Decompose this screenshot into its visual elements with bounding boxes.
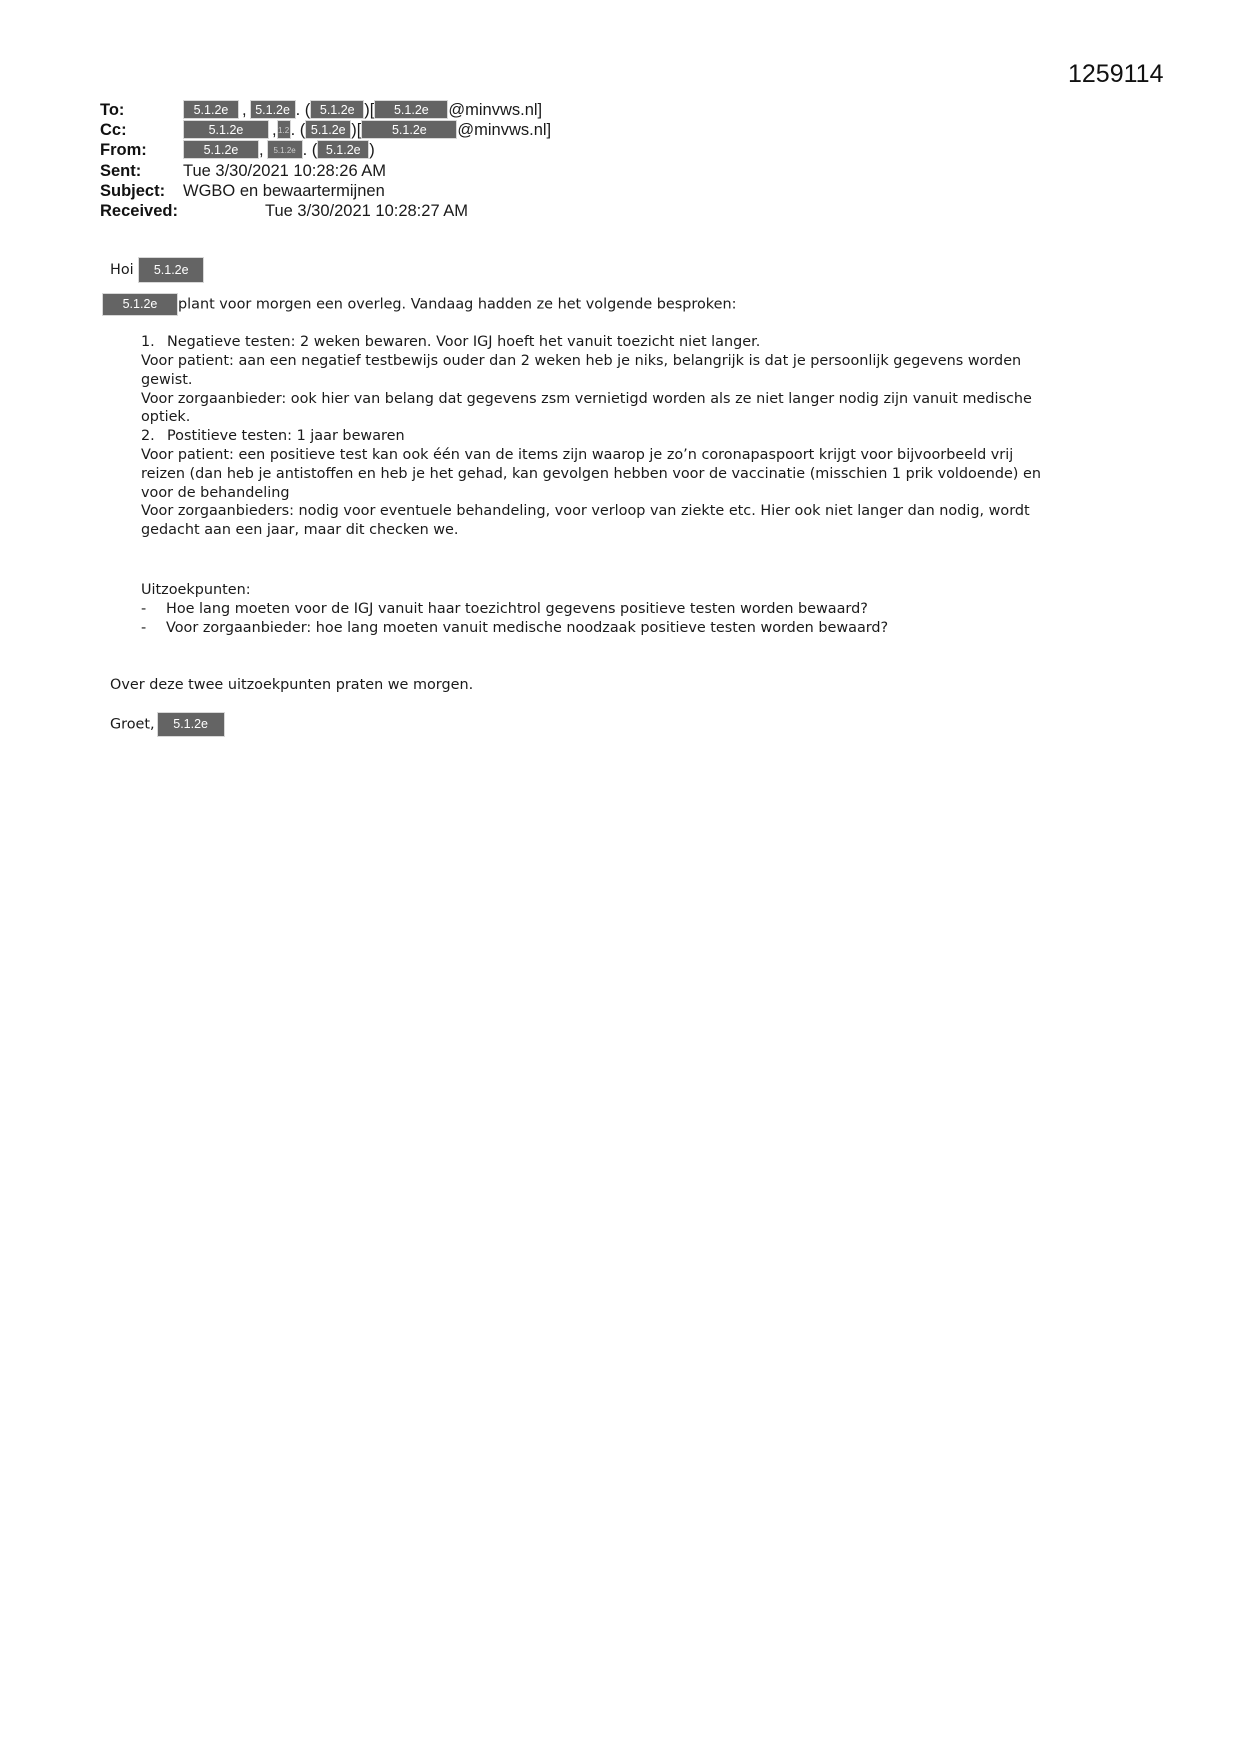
sent-value: Tue 3/30/2021 10:28:26 AM [183, 161, 387, 180]
redaction-box: 1.2 [277, 120, 291, 139]
sent-label: Sent: [100, 161, 142, 180]
received-value: Tue 3/30/2021 10:28:27 AM [265, 201, 469, 220]
redaction-box: 5.1.2e [317, 140, 369, 159]
email-domain: @minvws.nl] [448, 101, 543, 119]
received-label: Received: [100, 201, 178, 220]
redaction-box: 5.1.2e [138, 257, 204, 283]
document-number: 1259114 [1068, 60, 1164, 88]
redaction-box: 5.1.2e [102, 293, 178, 316]
list-item-number: 1. [141, 334, 155, 350]
separator: )[ [351, 121, 362, 140]
paragraph-line: optiek. [141, 409, 191, 425]
separator: )[ [364, 101, 375, 119]
paragraph-line: reizen (dan heb je antistoffen en heb je het gehad, kan gevolgen hebben voor de vaccinatie (misschien 1 prik voldoende) en [141, 466, 1041, 482]
paragraph-line: Voor patient: aan een negatief testbewijs ouder dan 2 weken heb je niks, belangrijk is dat je persoonlijk gegevens worden [141, 353, 1022, 369]
from-label: From: [100, 141, 147, 160]
to-label: To: [100, 101, 125, 119]
paragraph-line: Voor zorgaanbieder: ook hier van belang dat gegevens zsm vernietigd worden als ze niet langer nodig zijn vanuit medische [141, 391, 1032, 407]
closing-text: Over deze twee uitzoekpunten praten we morgen. [110, 677, 474, 693]
subject-value: WGBO en bewaartermijnen [183, 181, 385, 200]
redaction-box: 5.1.2e [157, 712, 225, 737]
separator: . ( [302, 141, 318, 160]
redaction-box: 5.1.2e [183, 100, 239, 119]
redaction-box: 5.1.2e [250, 100, 296, 119]
list-item-number: 2. [141, 428, 155, 444]
to-value [183, 100, 542, 120]
bullet-item: Hoe lang moeten voor de IGJ vanuit haar toezichtrol gegevens positieve testen worden bewaard? [166, 601, 868, 617]
signoff: Groet, [110, 716, 155, 733]
cc-label: Cc: [100, 121, 127, 140]
redaction-box: 5.1.2e [183, 140, 259, 159]
redaction-box: 5.1.2e [305, 120, 351, 139]
subject-label: Subject: [100, 181, 166, 200]
greeting: Hoi [110, 262, 134, 278]
email-domain: @minvws.nl] [457, 121, 552, 140]
paragraph-line: gedacht aan een jaar, maar dit checken we. [141, 522, 459, 538]
from-value [183, 140, 375, 160]
separator: , [259, 141, 264, 160]
redaction-box: 5.1.2e [361, 120, 457, 139]
paragraph-line: Voor patient: een positieve test kan ook één van de items zijn waarop je zo’n coronapaspoort krijgt voor bijvoorbeeld vrij [141, 447, 1014, 463]
paragraph-line: Voor zorgaanbieders: nodig voor eventuele behandeling, voor verloop van ziekte etc. Hier ook niet langer dan nodig, wordt [141, 503, 1030, 519]
separator: , [272, 121, 277, 140]
greeting-line [110, 257, 204, 283]
intro-line [102, 293, 736, 316]
redaction-box: 5.1.2e [267, 140, 303, 159]
paragraph-line: gewist. [141, 372, 193, 388]
separator: ) [369, 141, 375, 160]
separator: . ( [290, 121, 306, 140]
intro-text: plant voor morgen een overleg. Vandaag hadden ze het volgende besproken: [178, 296, 737, 313]
bullet-item: Voor zorgaanbieder: hoe lang moeten vanuit medische noodzaak positieve testen worden bewaard? [166, 620, 889, 636]
cc-value [183, 120, 551, 140]
redaction-box: 5.1.2e [374, 100, 448, 119]
redaction-box: 5.1.2e [310, 100, 364, 119]
redaction-box: 5.1.2e [183, 120, 269, 139]
signoff-line [110, 712, 225, 737]
separator: . ( [295, 101, 311, 119]
uitzoekpunten-title: Uitzoekpunten: [141, 582, 251, 598]
list-item-title: Postitieve testen: 1 jaar bewaren [167, 428, 405, 444]
paragraph-line: voor de behandeling [141, 485, 290, 501]
separator: , [242, 101, 247, 119]
list-item-title: Negatieve testen: 2 weken bewaren. Voor IGJ hoeft het vanuit toezicht niet langer. [167, 334, 761, 350]
bullet-dash: - [141, 620, 147, 636]
bullet-dash: - [141, 601, 147, 617]
